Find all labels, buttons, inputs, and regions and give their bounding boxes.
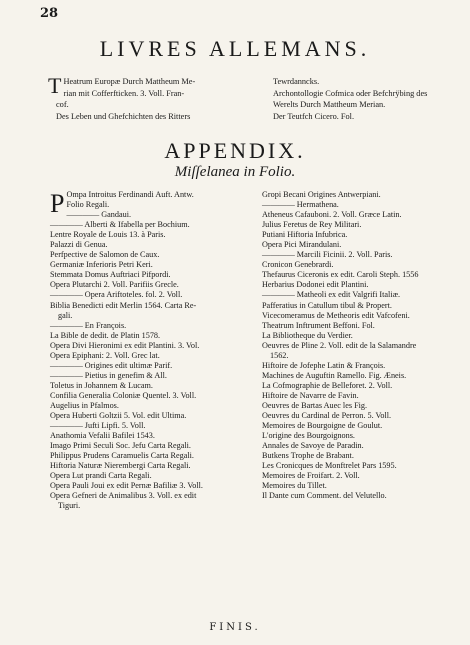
catalog-entry: Oeuvres du Cardinal de Perron. 5. Voll. bbox=[262, 411, 392, 421]
catalog-entry: Opera Divi Hieronimi ex edit Plantini. 3. Vol. bbox=[50, 340, 200, 350]
catalog-entry: Hiftoria Naturæ Nierembergi Carta Regali. bbox=[50, 461, 191, 471]
catalog-entry: Werelts Durch Mattheum Merian. bbox=[273, 100, 386, 109]
catalog-entry: Opera Pauli Joui ex edit Pernæ Bafiliæ 3. Voll. bbox=[50, 481, 203, 491]
catalog-entry: ———— Jufti Lipfi. 5. Voll. bbox=[50, 421, 146, 431]
catalog-entry: Gropi Becani Origines Antwerpiani. bbox=[262, 190, 381, 199]
catalog-entry: Herbarius Dodonei edit Plantini. bbox=[262, 280, 369, 290]
catalog-entry: Tewrdanncks. bbox=[273, 77, 320, 86]
catalog-entry: La Cofmographie de Belleforet. 2. Voll. bbox=[262, 380, 393, 390]
catalog-entry: Machines de Auguftin Ramello. Fig. Æneis. bbox=[262, 370, 407, 380]
catalog-entry: Atheneus Cafauboni. 2. Voll. Græce Latin. bbox=[262, 210, 402, 220]
catalog-entry: Philippus Prudens Caramuelis Carta Regali. bbox=[50, 451, 194, 461]
catalog-entry: Hiftoire de Navarre de Favin. bbox=[262, 390, 359, 400]
catalog-entry: cof. bbox=[56, 100, 69, 109]
catalog-entry: Opera Lut prandi Carta Regali. bbox=[50, 471, 152, 481]
drop-cap-p: P bbox=[50, 189, 65, 218]
catalog-entry: Biblia Benedicti edit Merlin 1564. Carta Re- bbox=[50, 300, 197, 310]
appendix-subtitle: Miſſelanea in Folio. bbox=[174, 164, 296, 180]
catalog-entry: rian mit Cofferfticken. 3. Voll. Fran- bbox=[63, 88, 185, 98]
top-left-lines bbox=[48, 73, 258, 122]
catalog-entry: Toletus in Johannem & Lucam. bbox=[50, 380, 153, 390]
catalog-entry: Vicecomeramus de Metheoris edit Vafcofeni. bbox=[262, 310, 410, 320]
catalog-entry: Opera Plutarchi 2. Voll. Parifiis Grecle. bbox=[50, 280, 179, 290]
finis-mark: FINIS. bbox=[209, 622, 261, 633]
catalog-entry: Annales de Savoye de Paradin. bbox=[262, 441, 364, 451]
catalog-entry: Oeuvres de Bartas Auec les Fig. bbox=[262, 400, 368, 410]
catalog-entry: Oeuvres de Pline 2. Voll. edit de la Salamandre bbox=[262, 340, 417, 350]
catalog-entry: Pafferatius in Catullum tibul & Propert. bbox=[262, 300, 392, 310]
catalog-entry: Opera Pici Mirandulani. bbox=[262, 240, 342, 250]
catalog-entry: Augelius in Pfalmos. bbox=[50, 400, 119, 410]
catalog-entry: ———— Matheoli ex edit Valgrifi Italiæ. bbox=[262, 290, 401, 300]
catalog-entry: Anathomia Vefalii Bafilei 1543. bbox=[50, 431, 155, 441]
top-entries bbox=[48, 73, 460, 128]
drop-cap-t: T bbox=[48, 73, 62, 98]
catalog-entry: Palazzi di Genua. bbox=[50, 240, 108, 250]
catalog-entry: Tiguri. bbox=[58, 501, 81, 511]
catalog-entry: Memoires de Froifart. 2. Voll. bbox=[262, 471, 360, 481]
catalog-entry: Butkens Trophe de Brabant. bbox=[262, 451, 354, 461]
catalog-entry: Des Leben und Ghefchichten des Ritters bbox=[56, 111, 191, 121]
catalog-entry: Ompa Introitus Ferdinandi Auft. Antw. bbox=[66, 190, 194, 199]
catalog-entry: Theatrum Inftrument Beffoni. Fol. bbox=[262, 320, 375, 330]
catalog-entry: Stemmata Domus Auftriaci Pifpordi. bbox=[50, 270, 171, 280]
catalog-entry: Memoires du Tillet. bbox=[262, 481, 327, 491]
catalog-entry: ———— Alberti & Ifabella per Bochium. bbox=[50, 220, 190, 230]
catalog-entry: ———— Gandaui. bbox=[66, 210, 132, 220]
catalog-entry: Les Cronicques de Monftrelet Pars 1595. bbox=[262, 461, 397, 471]
section-heading: LIVRES ALLEMANS. bbox=[99, 36, 371, 61]
catalog-entry: Hiftoire de Jofephe Latin & François. bbox=[262, 360, 386, 370]
catalog-entry: Memoires de Bourgoigne de Goulut. bbox=[262, 421, 383, 431]
catalog-entry: ———— Opera Ariftoteles. fol. 2. Voll. bbox=[50, 290, 183, 300]
catalog-entry: Opera Gefneri de Animalibus 3. Voll. ex edit bbox=[50, 491, 197, 501]
page-number: 28 bbox=[40, 6, 59, 21]
catalog-entry: Imago Primi Seculi Soc. Jefu Carta Regali. bbox=[50, 441, 191, 451]
catalog-entry: ———— En François. bbox=[50, 320, 127, 330]
catalog-entry: Il Dante cum Comment. del Velutello. bbox=[262, 491, 387, 501]
catalog-entry: Opera Huberti Goltzii 5. Vol. edit Ultima. bbox=[50, 411, 187, 421]
catalog-entry: Confilia Generalia Coloniæ Quentel. 3. Voll. bbox=[50, 390, 197, 400]
top-right-column bbox=[273, 76, 460, 122]
catalog-entry: ———— Hermathena. bbox=[262, 200, 339, 210]
catalog-entry: Heatrum Europæ Durch Mattheum Me- bbox=[63, 77, 196, 86]
catalog-entry: ———— Origines edit ultimæ Parif. bbox=[50, 360, 173, 370]
catalog-entry: gali. bbox=[58, 310, 73, 320]
top-left-column bbox=[48, 73, 258, 122]
catalog-entry: La Bible de dedit. de Platin 1578. bbox=[50, 330, 161, 340]
catalog-entry: ———— Pietius in genefim & All. bbox=[50, 370, 167, 380]
catalog-entry: ———— Marcili Ficinii. 2. Voll. Paris. bbox=[262, 250, 393, 260]
catalog-entry: Cronicon Genebrardi. bbox=[262, 260, 334, 270]
catalog-entry: Thefaurus Ciceronis ex edit. Caroli Steph. 1556 bbox=[262, 270, 419, 280]
catalog-entry: Der Teutfch Cicero. Fol. bbox=[273, 111, 355, 121]
left-lines bbox=[50, 190, 260, 512]
catalog-entry: 1562. bbox=[270, 350, 289, 360]
catalog-entry: L'origine des Bourgoignons. bbox=[262, 431, 355, 441]
catalog-entry: Putiani Hiftoria Infubrica. bbox=[262, 230, 348, 240]
catalog-entry: Perfpective de Salomon de Caux. bbox=[50, 250, 160, 260]
catalog-entry: La Bibliotheque du Verdier. bbox=[262, 330, 353, 340]
catalog-entry: Opera Epiphani: 2. Voll. Grec lat. bbox=[50, 350, 160, 360]
catalog-entry: Julius Feretus de Rey Militari. bbox=[262, 220, 362, 230]
appendix-title: APPENDIX. bbox=[164, 138, 306, 163]
catalog-entry: Archontollogie Cofmica oder Befchrÿbing des bbox=[273, 88, 428, 98]
left-entry-list bbox=[50, 190, 260, 512]
catalog-entry: Lentre Royale de Louis 13. à Paris. bbox=[50, 230, 166, 240]
right-entry-list bbox=[262, 190, 462, 501]
catalog-entry: Folio Regali. bbox=[66, 200, 110, 210]
catalog-entry: Germaniæ Inferioris Petri Keri. bbox=[50, 260, 153, 270]
